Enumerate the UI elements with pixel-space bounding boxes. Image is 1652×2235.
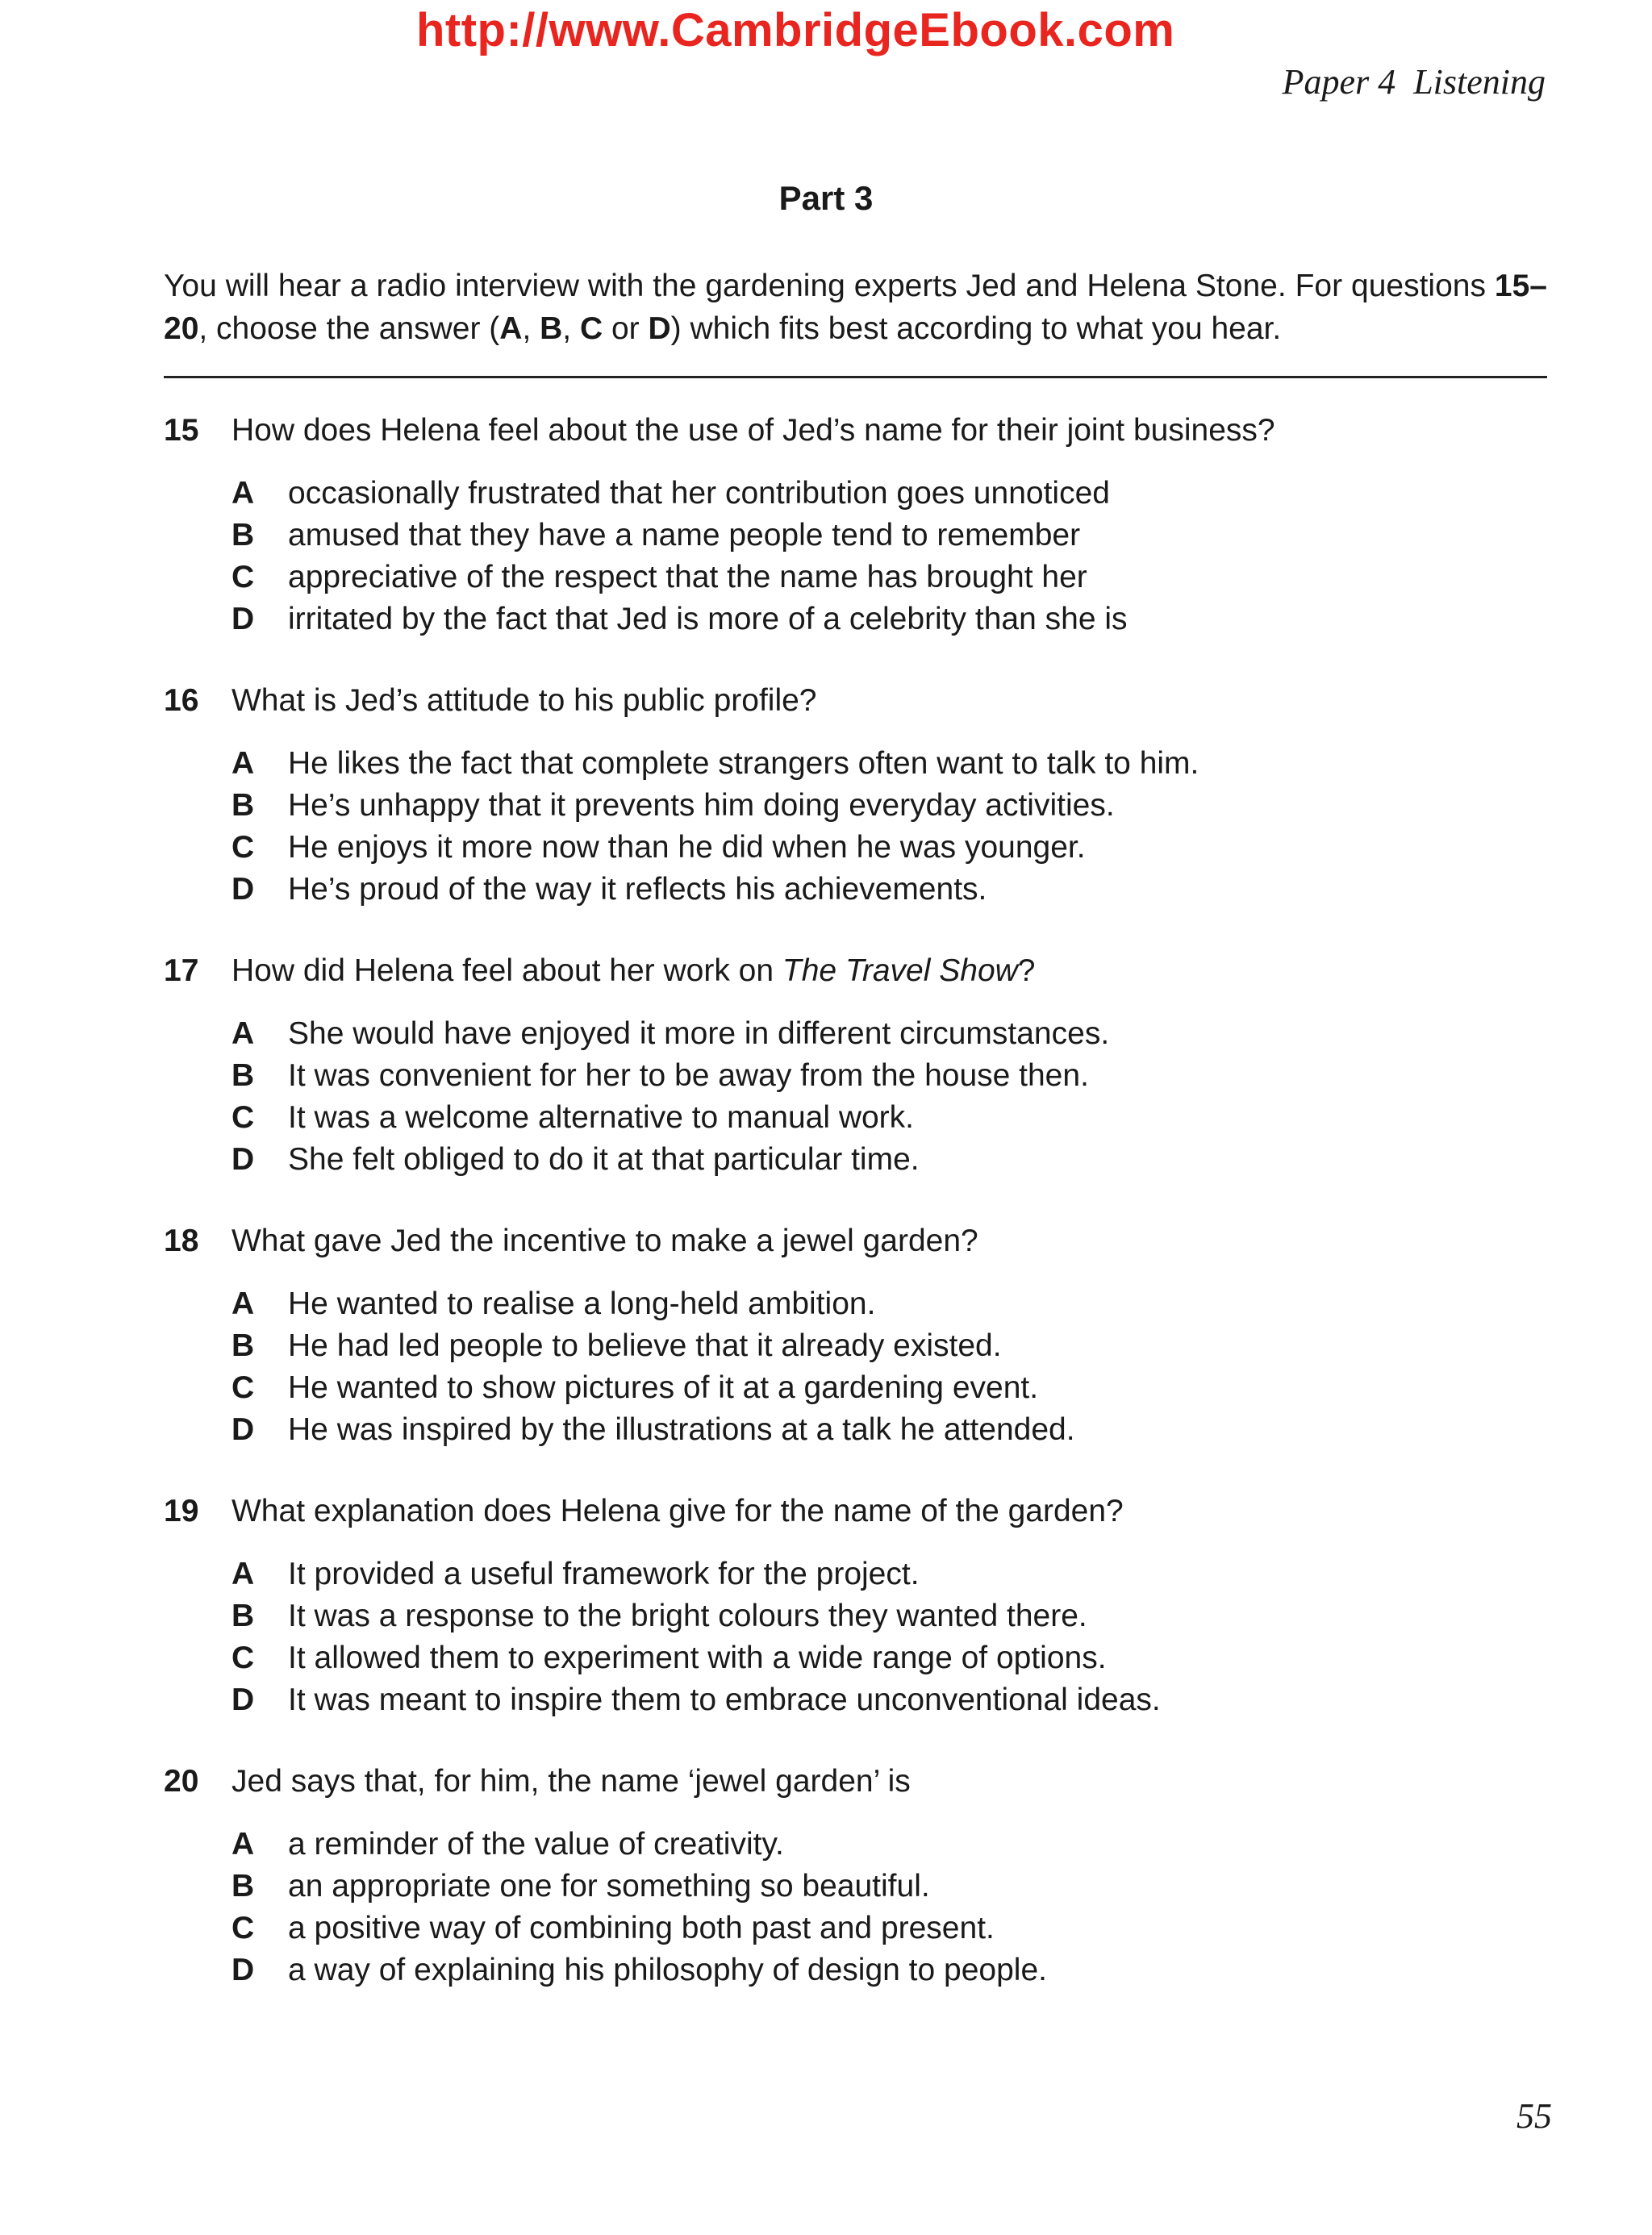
option-text: It was meant to inspire them to embrace unconventional ideas. (288, 1683, 1161, 1717)
option-letter: C (232, 1100, 255, 1135)
question-text: Jed says that, for him, the name ‘jewel garden’ is (232, 1764, 911, 1799)
option-text: He likes the fact that complete strangers often want to talk to him. (288, 746, 1199, 781)
question-number: 15 (164, 413, 199, 448)
choice-letter: C (579, 311, 603, 346)
choice-letter: A (499, 311, 523, 346)
question-text: What explanation does Helena give for the name of the garden? (232, 1494, 1124, 1528)
question-text-part: ? (1017, 953, 1036, 988)
option-letter: C (232, 1370, 255, 1405)
part-title: Part 3 (778, 179, 874, 217)
option-letter: A (232, 746, 255, 781)
question-16 (164, 680, 1547, 907)
option-letter: A (232, 1557, 255, 1591)
option-text: irritated by the fact that Jed is more of a celebrity than she is (288, 602, 1128, 636)
show-title: The Travel Show (782, 953, 1018, 988)
option-letter: D (232, 1142, 255, 1177)
question-text: What gave Jed the incentive to make a jewel garden? (232, 1224, 978, 1258)
option-text: She felt obliged to do it at that particular time. (288, 1142, 920, 1177)
instructions (164, 265, 1547, 350)
option-letter: A (232, 1016, 255, 1051)
option-text: appreciative of the respect that the name has brought her (288, 560, 1087, 594)
question-number: 20 (164, 1764, 199, 1799)
separator: , (522, 311, 540, 346)
option-letter: C (232, 560, 255, 594)
question-15 (164, 410, 1547, 636)
question-20 (164, 1761, 1547, 1987)
question-number: 16 (164, 683, 199, 718)
option-letter: A (232, 476, 255, 511)
option-letter: D (232, 872, 255, 907)
option-text: a positive way of combining both past and present. (288, 1911, 995, 1945)
option-letter: C (232, 830, 255, 865)
question-19 (164, 1491, 1547, 1717)
instructions-text: , choose the answer ( (198, 311, 500, 346)
option-letter: B (232, 1599, 255, 1633)
instructions-text: You will hear a radio interview with the gardening experts Jed and Helena Stone. For questions (164, 269, 1495, 303)
question-text-part: How did Helena feel about her work on (232, 953, 782, 988)
option-text: It allowed them to experiment with a wide range of options. (288, 1641, 1107, 1675)
instructions-text: ) which fits best according to what you hear. (670, 311, 1282, 346)
separator: or (603, 311, 649, 346)
option-text: a way of explaining his philosophy of design to people. (288, 1953, 1047, 1987)
option-letter: B (232, 788, 255, 823)
option-letter: D (232, 602, 255, 636)
question-number: 18 (164, 1224, 199, 1258)
option-letter: A (232, 1286, 255, 1321)
option-letter: B (232, 1328, 255, 1363)
choice-letter: B (540, 311, 563, 346)
question-17 (164, 950, 1547, 1177)
option-letter: D (232, 1412, 255, 1447)
question-text (232, 950, 1036, 992)
option-text: He was inspired by the illustrations at a talk he attended. (288, 1412, 1075, 1447)
running-head (1283, 61, 1546, 102)
option-letter: B (232, 1869, 255, 1904)
question-number: 17 (164, 953, 199, 988)
option-text: It was a response to the bright colours they wanted there. (288, 1599, 1087, 1633)
option-letter: C (232, 1911, 255, 1945)
question-18 (164, 1220, 1547, 1447)
separator: , (562, 311, 580, 346)
watermark-url[interactable]: http://www.CambridgeEbook.com (416, 4, 1175, 56)
divider-rule (164, 376, 1547, 378)
option-text: It provided a useful framework for the project. (288, 1557, 920, 1591)
option-text: He wanted to realise a long-held ambition. (288, 1286, 876, 1321)
question-range: 15–20 (164, 269, 1547, 346)
option-letter: B (232, 518, 255, 552)
option-text: It was a welcome alternative to manual work. (288, 1100, 915, 1135)
option-text: an appropriate one for something so beautiful. (288, 1869, 930, 1904)
question-number: 19 (164, 1494, 199, 1528)
running-head-section: Listening (1413, 62, 1546, 102)
page-number: 55 (1516, 2096, 1552, 2136)
option-text: It was convenient for her to be away from the house then. (288, 1058, 1089, 1093)
option-text: He’s unhappy that it prevents him doing everyday activities. (288, 788, 1115, 823)
running-head-paper: Paper 4 (1282, 62, 1396, 102)
option-letter: A (232, 1827, 255, 1862)
choice-letter: D (648, 311, 671, 346)
option-text: He wanted to show pictures of it at a gardening event. (288, 1370, 1039, 1405)
option-letter: D (232, 1683, 255, 1717)
question-text: How does Helena feel about the use of Jed’s name for their joint business? (232, 413, 1275, 448)
option-text: He had led people to believe that it already existed. (288, 1328, 1002, 1363)
option-letter: D (232, 1953, 255, 1987)
question-text: What is Jed’s attitude to his public profile? (232, 683, 817, 718)
option-letter: B (232, 1058, 255, 1093)
option-text: She would have enjoyed it more in different circumstances. (288, 1016, 1110, 1051)
option-text: occasionally frustrated that her contribution goes unnoticed (288, 476, 1110, 511)
option-text: amused that they have a name people tend to remember (288, 518, 1081, 552)
option-text: He’s proud of the way it reflects his achievements. (288, 872, 987, 907)
option-text: He enjoys it more now than he did when he was younger. (288, 830, 1086, 865)
option-text: a reminder of the value of creativity. (288, 1827, 784, 1862)
option-letter: C (232, 1641, 255, 1675)
